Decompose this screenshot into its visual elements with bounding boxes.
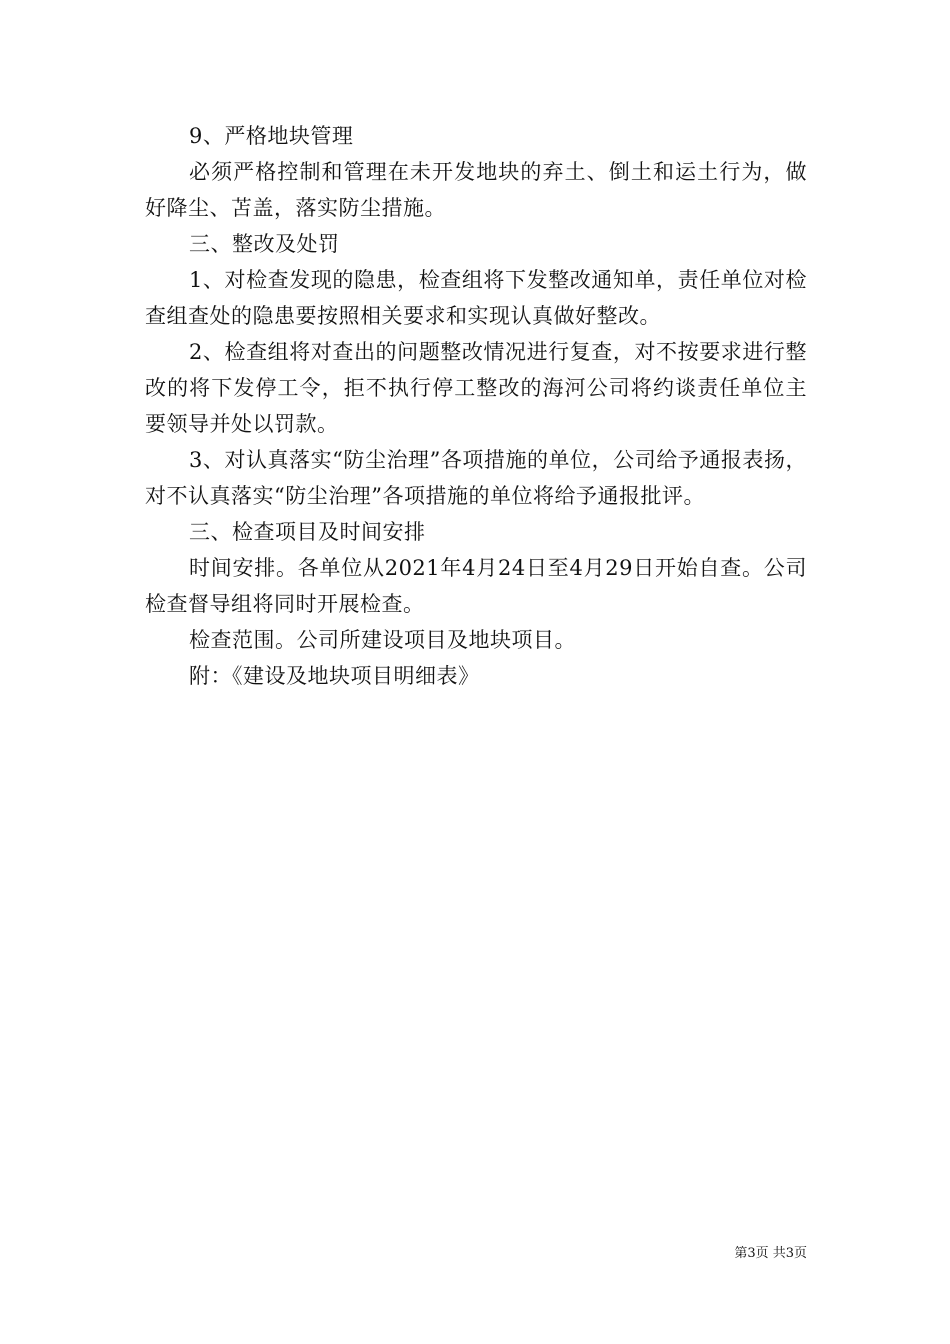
page-number-footer: 第3页 共3页 [734, 1246, 807, 1261]
paragraph-schedule: 时间安排。各单位从2021年4月24日至4月29日开始自查。公司检查督导组将同时开展检查。 [145, 556, 807, 616]
paragraph-land-control: 必须严格控制和管理在未开发地块的弃土、倒土和运土行为，做好降尘、苫盖，落实防尘措施。 [145, 160, 807, 220]
section-heading-land-management: 9、严格地块管理 [189, 124, 354, 148]
section-heading-rectification: 三、整改及处罚 [189, 232, 340, 256]
document-body [145, 118, 807, 694]
paragraph-rectification-2: 2、检查组将对查出的问题整改情况进行复查，对不按要求进行整改的将下发停工令，拒不执行停工整改的海河公司将约谈责任单位主要领导并处以罚款。 [145, 340, 807, 436]
paragraph-rectification-3: 3、对认真落实“防尘治理”各项措施的单位，公司给予通报表扬，对不认真落实“防尘治理”各项措施的单位将给予通报批评。 [145, 448, 807, 508]
paragraph-attachment: 附：《建设及地块项目明细表》 [189, 664, 480, 688]
paragraph-rectification-1: 1、对检查发现的隐患，检查组将下发整改通知单，责任单位对检查组查处的隐患要按照相关要求和实现认真做好整改。 [145, 268, 807, 328]
section-heading-inspection-schedule: 三、检查项目及时间安排 [189, 520, 426, 544]
paragraph-scope: 检查范围。公司所建设项目及地块项目。 [189, 628, 576, 652]
